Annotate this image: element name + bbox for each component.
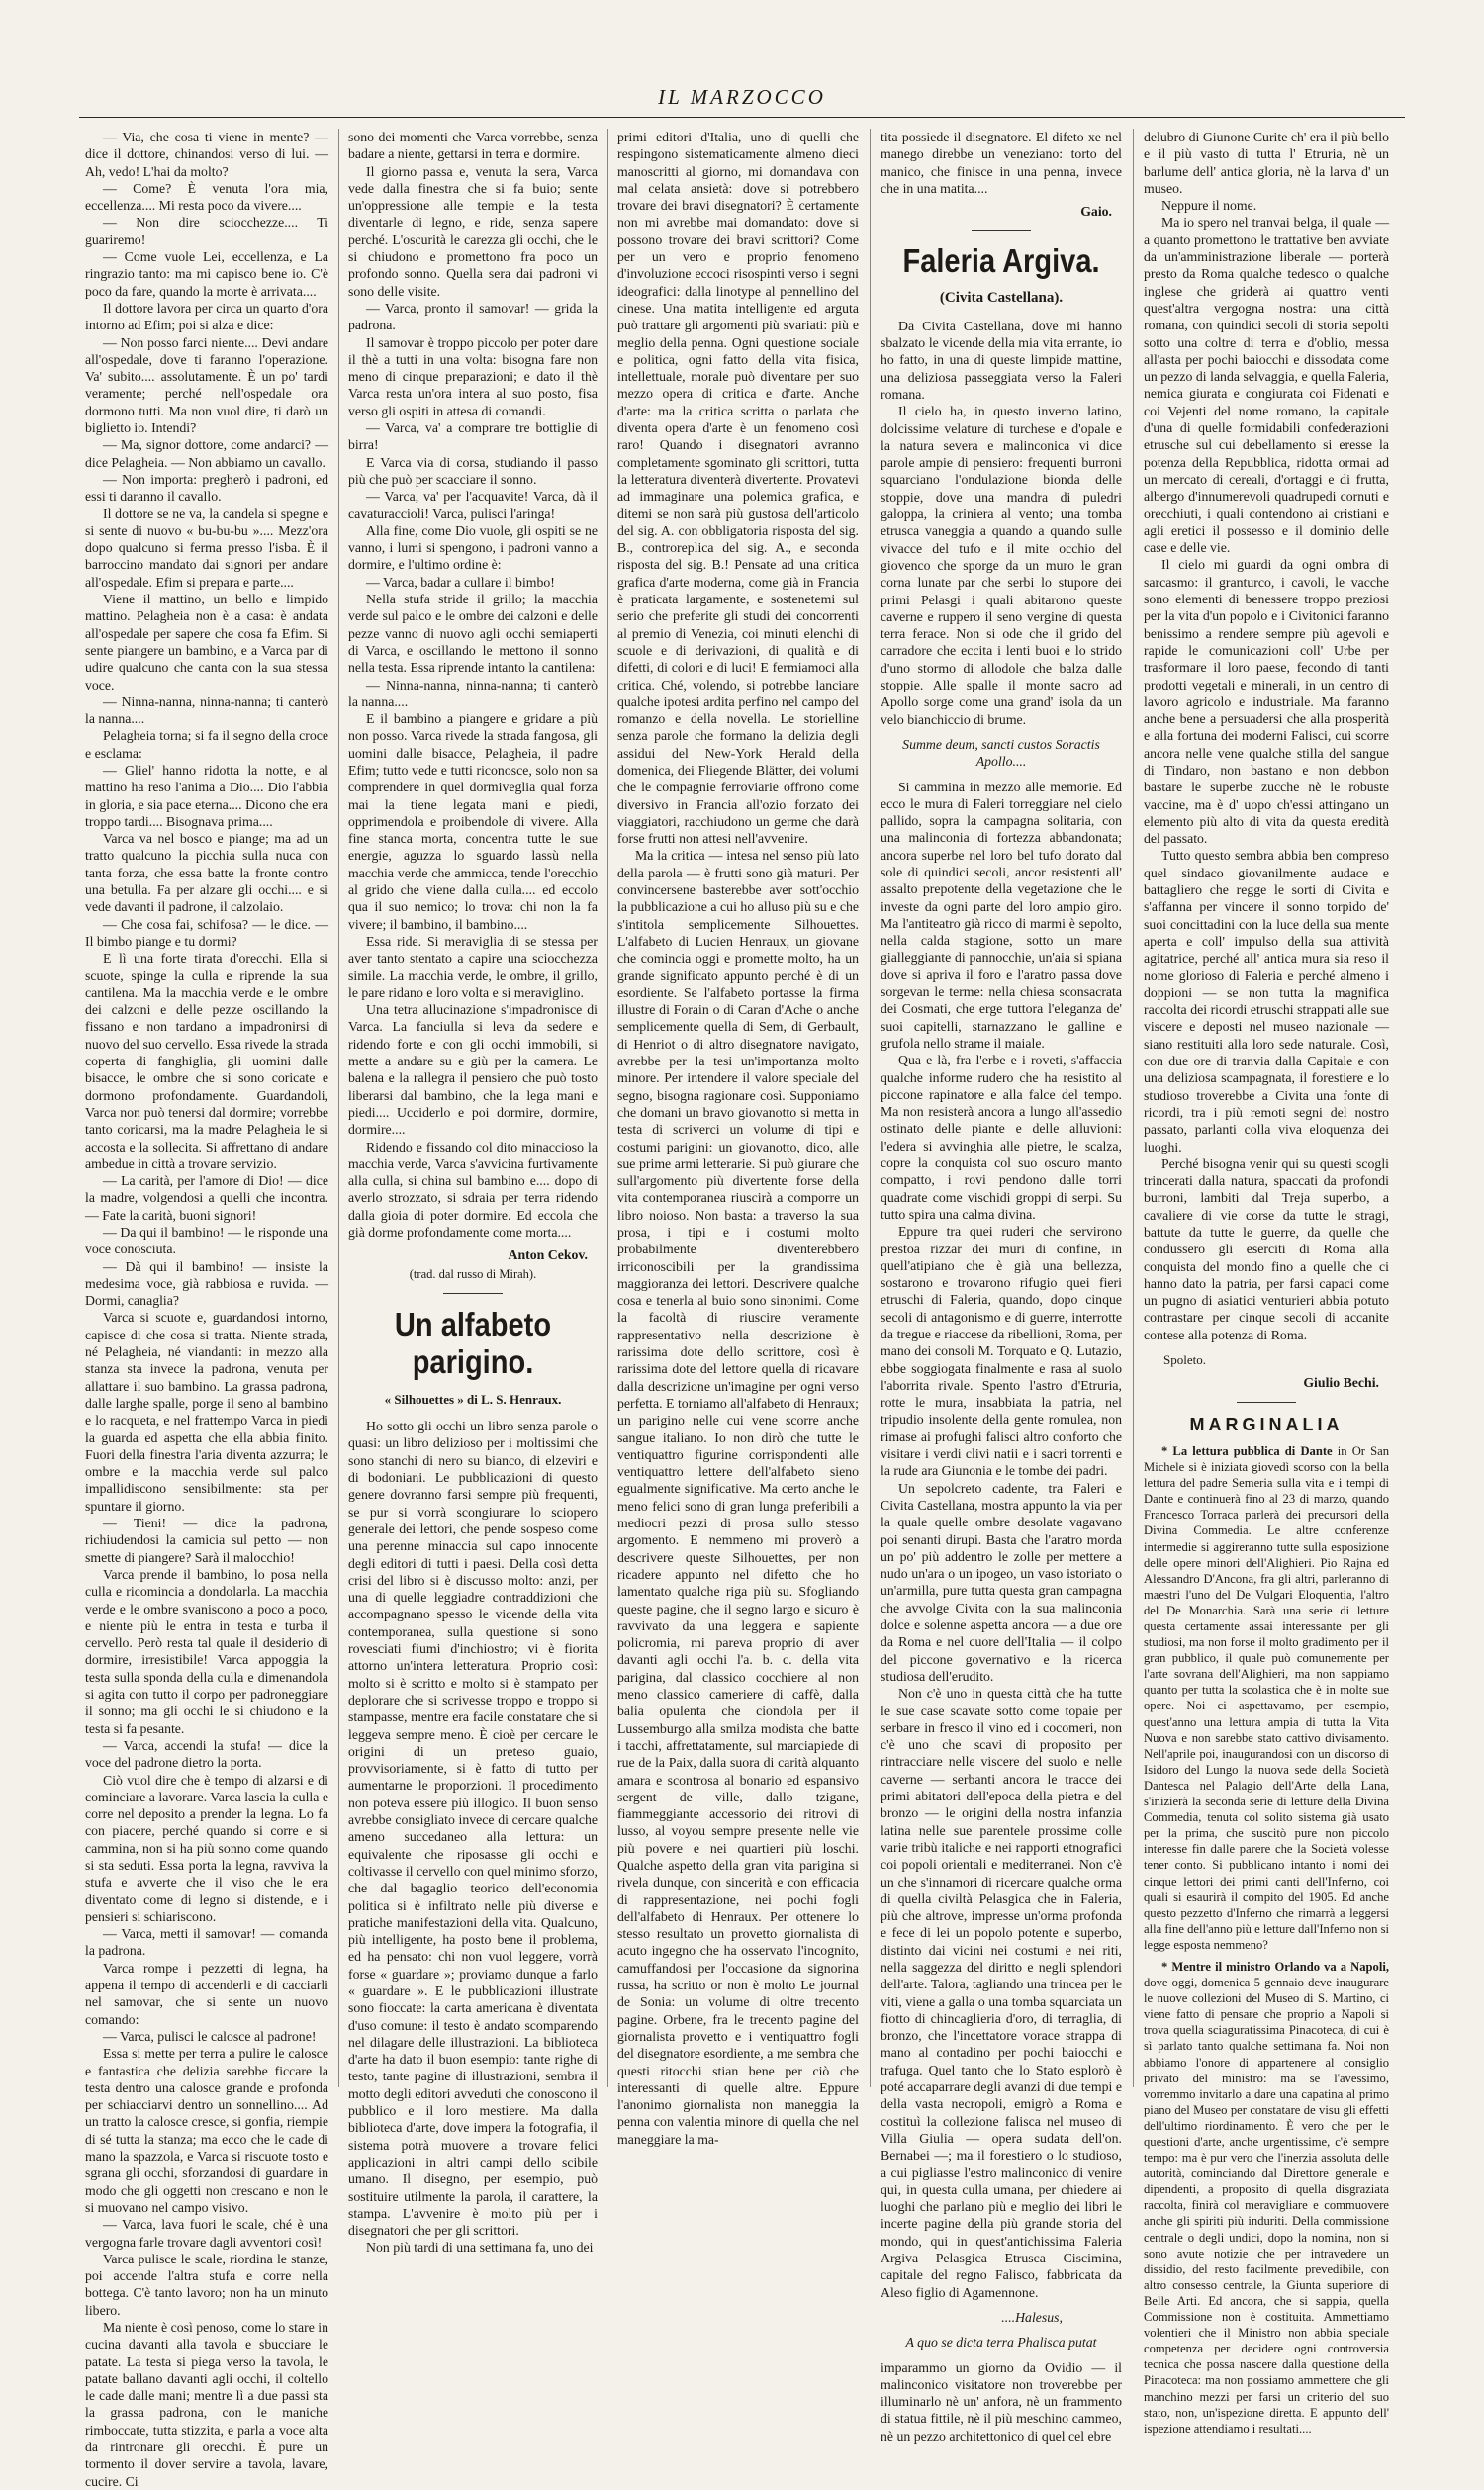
article-body [881, 779, 1122, 2301]
paragraph: E il bambino a piangere e gridare a più non posso. Varca rivede la strada fangosa, gli uomini dalle bisacce, Pelagheia, il padre Efim; tutto vede e tutti riconosce, solo non sa comprendere in quel dormiveglia qual forza mai la tiene legata mani e piedi, opprimendola e proibendole di vivere. Alla fine stanca morta, concentra tutte le sue energie, aguzza lo sguardo lassù nella macchia verde che ammicca, tende l'orecchio al grido che viene dalla culla.... ed eccolo qua il suo nemico; lo trova: chi non la fa vivere; il bambino, il bambino.... [348, 711, 598, 932]
paragraph: Una tetra allucinazione s'impadronisce di Varca. La fanciulla si leva da sedere e ridendo forte e con gli occhi immobili, si mette a andare su e giù per la camera. Le balena e la rallegra il pensiero che può tosto liberarsi dal bambino, che la lega mani e piedi.... Ucciderlo e poi dormire, dormire, dormire.... [348, 1002, 598, 1138]
paragraph: Il cielo ha, in questo inverno latino, dolcissime velature di turchese e d'opale e la natura severa e malinconica vi dice parole ampie di pensiero: frequenti burroni squarciano l'ondulazione bionda delle stoppie, dove una mandra di puledri galoppa, la criniera al vento; una tomba etrusca vaneggia a quando a quando sulle vivacce del tufo e il mite occhio del giovenco che sporge da un muro le gran corna lunate par che serbi lo stupore dei primi Pelasgi i quali abitarono queste caverne e ruppero il seno vergine di questa terra ferace. Non si ode che il grido del carradore che eccita i lenti buoi e lo strido d'uno stormo di allodole che balza dalle stoppie. Alle spalle il monte sacro ad Apollo sorge come una grand' isola da un velo bianchiccio di brume. [881, 404, 1122, 727]
paragraph: — Come vuole Lei, eccellenza, e La ringrazio tanto: ma mi capisco bene io. C'è poco da fare, quando la morte è arrivata.... [85, 249, 328, 299]
story-author: Anton Cekov. [508, 1247, 588, 1263]
paragraph: Ridendo e fissando col dito minaccioso la macchia verde, Varca s'avvicina furtivamente alla culla, si china sul bambino e.... dopo di averlo strozzato, si sdraia per terra ridendo dalla gioia di poter dormire. Ed eccola che già dorme profondamente come morta.... [348, 1139, 598, 1240]
marginalia-text: dove oggi, domenica 5 gennaio deve inaugurare le nuove collezioni del Museo di S. Martino, ci viene fatto di pensare che proprio a Napoli si trova quella sciaguratissima Pinacoteca, di cui è sì parlato tanto qualche settimana fa. Noi non abbiamo l'onore di appartenere al consiglio privato del ministro: ma se l'avessimo, vorremmo invitarlo a dare una capatina al primo piano del Museo per constatare de visu gli effetti dell'ultimo riordinamento. È vero che per le questioni d'arte, anche urgentissime, c'è sempre tempo: ma è pur vero che l'inerzia assoluta delle autorità, cominciando dal Direttore generale e dipendenti, a proposito di quella disgraziata raccolta, finirà col meravigliare e commuovere anche gli spiriti più induriti. Della commissione centrale o degli undici, dopo la nomina, non si sono avute notizie che per intravedere un dissidio, del resto facilmente prevedibile, con altro consesso centrale, la Giunta superiore di Belle Arti. Ed ancora, che si sappia, quella Commissione non è costituita. Ammettiamo volentieri che il Ministro non abbia speciale competenza per decidere ogni controversia tecnica che possa nascere dalla questione della Pinacoteca: ma non possiamo ammettere che gli manchino mezzi per farsi un criterio del suo stato, non, un'ispezione diretta. E appunto dell' ispezione attendiamo i resultati.... [1144, 1976, 1389, 2436]
masthead: IL MARZOCCO [658, 85, 826, 109]
article-body [348, 1418, 598, 2257]
paragraph: — Tieni! — dice la padrona, richiudendosi la camicia sul petto — non smette di piangere? Sarà il malocchio! [85, 1516, 328, 1565]
article-place: Spoleto. [1163, 1352, 1206, 1368]
paragraph: — Varca, badar a cullare il bimbo! [366, 574, 555, 590]
article-title: Un alfabeto parigino. [394, 1305, 552, 1380]
column-divider [338, 129, 339, 2087]
section-title: MARGINALIA [1189, 1414, 1344, 1434]
paragraph: Qua e là, fra l'erbe e i roveti, s'affaccia qualche informe rudero che ha resistito al piccone rapinatore e alla falce del tempo. Ma non resisterà ancora a lungo all'assedio ostinato delle piante e delle alluvioni: l'edera si avvinghia alle pietre, le scalza, copre la conquista col suo oscuro manto compatto, i rovi pendono dalle torri quadrate come vischidi groppi di serpi. Su tutto spira una calma divina. [881, 1053, 1122, 1222]
paragraph: Ho sotto gli occhi un libro senza parole o quasi: un libro delizioso per i moltissimi che sono stanchi di nero su bianco, di elzeviri e di bodoniani. Le pubblicazioni di questo genere dovranno farsi sempre più frequenti, se pur si vorrà scongiurare lo sciopero generale dei lettori, che pende sospeso come una perenne minaccia sul capo innocente degli editori di tutti i paesi. Della così detta crisi del libro si è discusso molto: anzi, per una di quelle leggiadre contraddizioni che accompagnano spesso le vicende della vita contemporanea, sulla questione si sono rovesciati fiumi d'inchiostro; vi è fiorita attorno un'intera letteratura. Proprio così: molto si è scritto e molto si è stampato per deplorare che si scrivesse troppo e troppo si stampasse, mentre era facile constatare che si leggeva sempre meno. È cioè per cercare le origini di un preteso guaio, provvisoriamente, si è fatto di tutto per aumentarne le proporzioni. Il procedimento non poteva essere più illogico. Il buon senso avrebbe consigliato invece di cercare qualche ameno succedaneo alla lettura: un equivalente che riposasse gli occhi e coltivasse il cervello con quel minimo sforzo, che dal bagaglio teorico dell'economia politica si è infiltrato nelle più diverse e pratiche manifestazioni della vita. Qualcuno, più intelligente, ha posto bene il problema, ed ha pensato: chi non vuol leggere, vorrà forse « guardare »; proviamo dunque a farlo « guardare ». E le pubblicazioni illustrate sono fioccate: la carta americana è diventata d'uso comune: il testo è andato scomparendo nel dilagare delle illustrazioni. La biblioteca d'arte ha dato il buon esempio: tante righe di testo, tante pagine di illustrazioni, sembra il motto degli editori avveduti che conoscono il pubblico e il loro mestiere. Ma dalla biblioteca d'arte, dove impera la fotografia, il sistema potrà muovere a trovare felici applicazioni in altri campi dello scibile umano. Il disegno, per esempio, può sostituire utilmente la parola, il carattere, la stampa. L'avvenire è molto più per i disegnatori che per gli scrittori. [348, 1419, 598, 2239]
paragraph: — Non dire sciocchezze.... Ti guariremo! [85, 215, 328, 247]
paragraph: — Varca, pulisci le calosce al padrone! [103, 2028, 317, 2044]
paragraph: E lì una forte tirata d'orecchi. Ella si scuote, spinge la culla e riprende la sua cantilena. Ma la macchia verde e le ombre dei calzoni e delle pezze oscillando la fissano e non tardano a impadronirsi di nuovo del suo cervello. Essa rivede la strada coperta di fanghiglia, gli uomini dalle bisacce, le ombre che si sono coricate e dormono profondamente. Guardandoli, Varca non può tenersi dal dormire; vorrebbe tanto coricarsi, ma la madre Pelagheia le si accosta e la sollecita. Si affrettano di andare ambedue in città a trovare servizio. [85, 951, 328, 1171]
paragraph: Il giorno passa e, venuta la sera, Varca vede dalla finestra che si fa buio; sente un'oppressione alle tempie e la testa diventarle di legno, e ride, senza sapere perché. L'oscurità le carezza gli occhi, che le si chiudono e promettono fra poco un profondo sonno. Quella sera dai padroni vi sono delle visite. [348, 163, 598, 299]
paragraph: Non c'è uno in questa città che ha tutte le sue case scavate sotto come topaie per serbare in fresco il vino ed i cocomeri, non c'è uno che scavi di proposito per rintracciare nelle viscere del suolo e nelle caverne — serbanti ancora le tracce dei primi abitatori dell'epoca della pietra e del bronzo — le origini della nostra infanzia latina nelle sue parentele prossime colle varie tribù italiche e nei rapporti etnografici coi popoli orientali e mediterranei. Non c'è un che s'innamori di ricercare qualche orma di quella civiltà Pelasgica che in Faleria, più che altrove, impresse un'orma profonda e fece di lei un popolo potente e superbo, distinto dai vicini nei costumi e nei riti, nella saggezza del diritto e negli splendori dell'arte. Talora, tagliando una trincea per le viti, viene a galla o una tomba squarciata un fiotto di chincaglieria d'oro, di terraglia, di bronzo, che l'incettatore vorace strappa di mano al contadino per pochi baiocchi e trafuga. Quel tanto che lo Stato esplorò è poté accaparrare degli avanzi di due tempi e della vasta necropoli, emigrò a Roma e costituì la collezione falisca nel museo di Villa Giulia — opera sudata dell'on. Bernabei —; ma il forestiero o lo studioso, a cui pigliasse l'estro malinconico di venire qui, in questa culla umana, per chiedere ai luoghi che parlano più e meglio dei libri le incerte pagine della più grande storia del mondo, qui in quest'antichissima Faleria Argiva Pelasgica Etrusca Ciscimina, capitale del regno Falisco, fabbricata da Aleso figlio di Agamennone. [881, 1686, 1122, 2300]
paragraph: — Varca, va' per l'acquavite! Varca, dà il cavaturaccioli! Varca, pulisci l'aringa! [348, 489, 598, 521]
paragraph: Ma la critica — intesa nel senso più lato della parola — è frutti sono già maturi. Per convincersene basterebbe aver sott'occhio la pubblicazione a cui ho alluso più su e che s'intitola semplicemente Silhouettes. L'alfabeto di Lucien Henraux, un giovane che comincia oggi e promette molto, ha un grande significato appunto perché è di un esordiente. Se l'alfabeto portasse la firma illustre di Forain o di Caran d'Ache o anche semplicemente quella di Sem, di Gerbault, di Henriot o di altro disegnatore navigato, avrebbe per la tesi un'importanza molto minore. Per intendere il valore speciale del segno, bisogna ragionare così. Supponiamo che domani un bravo giovanotto si metta in testa di scriverci un volume di tipi e costumi parigini: un giovanotto, dico, alle sue prime armi letterarie. Si può giurare che sull'argomento più divertente forse della vita contemporanea riuscirà a comporre un libro noioso. Non basta: a traverso la sua prosa, i tipi e i costumi molto probabilmente diventerebbero irriconoscibili per la grandissima maggioranza dei lettori. Descrivere qualche cosa e tenerla al buio sono sinonimi. Come la facoltà di riuscire veramente rappresentativo nella descrizione è rarissima dote dello scrittore, così è rarissima dote del lettore quella di ricavare dalla descrizione un'imagine per ogni verso perfetta. E torniamo all'alfabeto di Henraux; un pariginо nelle cui vene scorre anche sangue italiano. Io non dirò che tutte le ventiquattro figurine corrispondenti alle ventiquattro lettere dell'alfabeto sieno egualmente significative. Ma certo anche le meno felici sono di gran lunga preferibili a mediocri pezzi di prosa sullo stesso argomento. E nemmeno mi proverò a descrivere queste Silhouettes, per non ricadere appunto nel difetto che ho lamentato qualche riga più su. Sfogliando queste pagine, che il segno largo e sicuro è ravvivato da una leggera e sapiente policromia, mi pareva proprio di aver davanti agli occhi l'a. b. c. della vita parigina, dal classico cocchiere al non meno classico cameriere di caffè, dalla balia opulenta che ciondola per il Lussemburgo alla smilza modista che batte i tacchi, affrettatamente, sul marciapiede di rue de la Paix, dalla suora di carità alquanto amara e scontrosa al bonario ed espansivo sergent de ville, dallo tzigane, fiammeggiante accessorio dei ritrovi di lusso, al voyou sempre presente nelle vie più povere e nei quartieri più loschi. Qualche aspetto della gran vita parigina si rivela dunque, con sincerità e con efficacia di rappresentazione, nei pochi fogli dell'alfabeto di Henraux. Per ottenere lo stesso resultato un provetto giornalista di acuto ingegno che ha osservato l'incognito, camuffandosi per l'occasione da signorina russa, ha scritto or non è molto Le journal de Sonia: un volume di oltre trecento pagine. Orbene, fra le trecento pagine del giornalista provetto e i ventiquattro fogli del disegnatore esordiente, a me sembra che questi ritocchi stian bene per ciò che interessanti di quelle altre. Eppure l'anonimo giornalista non maneggia la penna con valentia minore di quella che nel maneggiare la ma- [617, 848, 859, 2147]
marginalia-item [1144, 1443, 1389, 1953]
paragraph: Un sepolcreto cadente, tra Faleri e Civita Castellana, mostra appunto la via per la quale quelle ombre desolate vagavano poi senanti dirupi. Basta che l'aratro morda un po' più addentro le zolle per mettere a nudo un'ara o un ipogeo, un vaso istoriato o un'armilla, pure tutta questa gran campagna che avvolge Civita con la sua malinconia dolce e solenne aspetta ancora — a due ore da Roma e nel cuore dell'Italia — il colpo del piccone governativo e la ricerca studiosa dell'erudito. [881, 1480, 1122, 1684]
paragraph: imparammo un giorno da Ovidio — il malinconico visitatore non troverebbe per illuminarlo nè un' anfora, nè un frammento di statua fittile, nè il più meschino cammeo, nè un pezzo architettonico di quel cel ebre [881, 2359, 1122, 2444]
paragraph: Il cielo mi guardi da ogni ombra di sarcasmo: il granturco, i cavoli, le vacche sono elementi di benessere troppo preziosi per la vita d'un popolo e i Civitonici faranno benissimo a rendere sempre più agevoli e rapide le comunicazioni coll' Urbe per trasformare il loro paese, fecondo di tanti prodotti vegetali e minerali, in un centro di lavoro agricolo e industriale. Ma faranno anche bene a persuadersi che alla prosperità e alla fortuna dei moderni Falisci, cui scorre ancora nelle vene qualche stilla del sangue di Tindaro, non bastano e non debbon bastare le superbe zucche nè le robuste vaccine, ma è d' uopo ch'essi attingano un elemento più alto di vita da questa eredità del passato. [1144, 557, 1389, 847]
paragraph: Non più tardi di una settimana fa, uno dei [366, 2240, 594, 2256]
paragraph: — Varca, metti il samovar! — comanda la padrona. [85, 1926, 328, 1959]
article-signature: Giulio Bechi. [1303, 1375, 1379, 1391]
column-5 [1144, 129, 1390, 2436]
divider [443, 1293, 503, 1294]
divider [972, 230, 1031, 231]
paragraph: Il samovar è troppo piccolo per poter dare il thè a tutti in una volta: bisogna fare non meno di cinque preparazioni; e dato il thè Varca resta un'ora intera al suo posto, fisa verso gli ospiti in attesa di comandi. [348, 334, 598, 418]
paragraph: — Come? È venuta l'ora mia, eccellenza.... Mi resta poco da vivere.... [85, 180, 328, 214]
verse-line: ....Halesus, [1001, 2309, 1063, 2325]
paragraph: Varca va nel bosco e piange; ma ad un tratto qualcuno la picchia sulla nuca con tanta forza, che essa batte la fronte contro una betulla. Fa per alzare gli occhi.... e si vede davanti il padrone, il calzolaio. [85, 831, 328, 915]
marginalia-lead: * Mentre il ministro Orlando va a Napoli, [1161, 1959, 1389, 1974]
paragraph: — Varca, pronto il samovar! — grida la padrona. [348, 300, 598, 333]
column-3 [617, 129, 859, 2147]
paragraph: Neppure il nome. [1161, 198, 1257, 214]
article-title: Faleria Argiva. [902, 242, 1100, 280]
marginalia-text: in Or San Michele si è iniziata giovedì scorso con la bella lettura del padre Semeria sulla vita e i tempi di Dante e continuerà fino al 23 di marzo, quando Francesco Torraca parlerà dei precursori della Divina Commedia. Le altre conferenze intermedie si aggireranno tutte sulla esposizione delle opere minori dell'Alighieri. Pio Rajna ed Alessandro D'Ancona, fra gli altri, parleranno di maestri l'uno del De Vulgari Eloquentia, l'altro del De Monarchia. Sarà una serie di letture questa certamente assai interessante per gli studiosi, ma non forse il molto gradimento per il gran pubblico, il quale può comunemente per l'arte sovrana dell'Alighieri, ma non sappiamo quanto per tutta la scolastica che è in molte sue opere. Noi ci aspettavamo, per esempio, quest'anno una lettura ampia di tutta la Vita Nuova e non sarebbe stato cattivo divisamento. Nell'aprile poi, inaugurandosi con un discorso di Isidoro del Lungo la nuova sede della Società Dantesca nel Palagio dell'Arte della Lana, s'inizierà la seconda serie di letture della Divina Commedia, tenuta col solito sistema già usato per la prima, che suscitò pure non piccolo interesse fin dalle parere che la Società volesse tener conto. Si pubblicano intanto i nomi dei cinque lettori dei primi canti dell'Inferno, coi quali si esaurirà il compito del 1905. Ed anche questo pezzetto d'Inferno che rimarrà a leggersi alla fine dell'anno più e letture dall'Inferno non si legge esposta nemmeno? [1144, 1443, 1390, 1952]
latin-quote: Summe deum, sancti custos Soractis Apollo.... [902, 736, 1100, 770]
paragraph: Varca si scuote e, guardandosi intorno, capisce di che cosa si tratta. Niente strada, né Pelagheia, né viandanti: in mezzo alla stanza sta invece la padrona, venuta per allattare il suo bambino. La grassa padrona, dalle larghe spalle, porge il seno al bambino e lo racqueta, e nel frattempo Varca in piedi la guarda ed aspetta che ella abbia finito. Fuori della finestra l'aria diventa azzurra; le ombre e la macchia verde sul palco impallidiscono sensibilmente: sta per spuntare il giorno. [85, 1310, 328, 1514]
paragraph: — Via, che cosa ti viene in mente? — dice il dottore, chinandosi verso di lui. — Ah, vedo! L'hai da molto? [85, 130, 328, 179]
paragraph: Eppure tra quei ruderi che servirono prestoa rizzar dei muri di confine, in quell'atipiano che è già una bellezza, sostarono e trovarono rifugio quei fieri etruschi di Faleria, quando, dopo cinque secoli di antagonismo e di guerre, interrotte da tregue e riaccese da ribellioni, Roma, per mano dei consoli M. Torquato e Q. Lutazio, ebbe soggiogata finalmente e rasa al suolo l'aborrita rivale. Spento l'astro d'Etruria, rotte le mura, insabbiata la patria, nel tripudio insolente della gente romulea, non rimase ai profughi falisci altro conforto che visitare i verdi clivi natii e i sacri torrenti e la rude ara Giunonia e le tombe dei padri. [881, 1224, 1122, 1479]
paragraph: — Che cosa fai, schifosa? — le dice. — Il bimbo piange e tu dormi? [85, 916, 328, 949]
article-body [1144, 129, 1389, 1343]
paragraph: Il dottore lavora per circa un quarto d'ora intorno ad Efim; poi si alza e dice: [85, 300, 328, 333]
paragraph: — Dà qui il bambino! — insiste la medesima voce, già rabbiosa e ruvida. — Dormi, canaglia? [85, 1258, 328, 1309]
paragraph: Varca prende il bambino, lo posa nella culla e ricomincia a dondolarla. La macchia verde e le ombre svaniscono a poco a poco, e niente più le entra in testa e turba il cervello. Però resta tal quale il desiderio di dormire, irresistibile! Varca appoggia la testa sulla sponda della culla e dimenandola si agita con tutto il corpo per padroneggiare il sonno; ma gli occhi le si chiudono e la testa si fa pesante. [85, 1566, 328, 1736]
story-translator: (trad. dal russo di Mirah). [409, 1266, 537, 1281]
paragraph: — La carità, per l'amore di Dio! — dice la madre, volgendosi a quelli che incontra. — Fate la carità, buoni signori! [85, 1173, 328, 1223]
marginalia-item [1144, 1959, 1389, 2437]
column-2 [348, 129, 598, 2256]
masthead-rule [79, 117, 1405, 118]
article-body [881, 2359, 1122, 2444]
paragraph: — Varca, va' a comprare tre bottiglie di birra! [348, 420, 598, 453]
paragraph: — Ninna-nanna, ninna-nanna; ti canterò la nanna.... [348, 677, 598, 709]
paragraph: Essa si mette per terra a pulire le calosce e fantastica che delizia sarebbe ficcare la testa dentro una calosce grande e profonda per schiacciarvi dentro un sonnellino.... Ad un tratto la calosce cresce, si gonfia, riempie di sé tutta la stanza; ma ecco che le cade di mano la spazzola, e Varca si riscuote tosto e sgrana gli occhi, sforzandosi di guardare in modo che gli oggetti non crescano e non le si muovano nel campo visivo. [85, 2046, 328, 2215]
story-ending [348, 129, 598, 1241]
paragraph: Da Civita Castellana, dove mi hanno sbalzato le vicende della mia vita errante, io ho fatto, in una di queste limpide mattine, una deliziosa passeggiata verso la Faleri romana. [881, 318, 1122, 402]
paragraph: Varca rompe i pezzetti di legna, ha appena il tempo di accenderli e di cacciarli nel samovar, che si sente un nuovo comando: [85, 1960, 328, 2027]
paragraph: — Gliel' hanno ridotta la notte, e al mattino ha reso l'anima a Dio.... Dio l'abbia in gloria, e sia pace eterna.... Dicono che era troppo tardi.... Bisognava prima.... [85, 762, 328, 829]
paragraph: Essa ride. Si meraviglia di se stessa per aver tanto stentato a capire una sciocchezza simile. La macchia verde, le ombre, il grillo, le pare ridano e loro volta e si meraviglino. [348, 933, 598, 1000]
paragraph: Alla fine, come Dio vuole, gli ospiti se ne vanno, i lumi si spengono, i padroni vanno a dormire, e l'ultimo ordine è: [348, 522, 598, 573]
article-closing: tita possiede il disegnatore. El difeto xe nel manego direbbe un veneziano: torto del manico, che finisce in una penna, invece che in una matita.... [881, 130, 1122, 196]
paragraph: Viene il mattino, un bello e limpido mattino. Pelagheia non è a casa: è andata all'ospedale per sapere che cosa fa Efim. Si sente piangere un bambino, e a Varca par di udire qualcuno che canta con la sua stessa voce. [85, 592, 328, 692]
column-divider [1133, 129, 1134, 2087]
marginalia-list [1144, 1443, 1389, 2437]
paragraph: — Varca, accendi la stufa! — dice la voce del padrone dietro la porta. [85, 1737, 328, 1771]
verse-line: A quo se dicta terra Phalisca putat [905, 2335, 1097, 2351]
paragraph: Nella stufa stride il grillo; la macchia verde sul palco e le ombre dei calzoni e delle pezze vanno di nuovo agli occhi semiaperti di Varca, e oscillando le mettono il sonno nella testa. Essa riprende intanto la cantilena: [348, 592, 598, 676]
paragraph: Pelagheia torna; si fa il segno della croce e esclama: [85, 728, 328, 761]
column-divider [870, 129, 871, 2087]
paragraph: delubro di Giunone Curite ch' era il più bello e il più vasto di tutta l' Etruria, nè un barlume dell' antica gloria, nè la larva d' un museo. [1144, 130, 1389, 196]
column-divider [607, 129, 608, 2087]
paragraph: Varca pulisce le scale, riordina le stanze, poi accende l'altra stufa e corre nella bottega. C'è tanto lavoro; non ha un minuto libero. [85, 2251, 328, 2318]
paragraph: Ciò vuol dire che è tempo di alzarsi e di cominciare a lavorare. Varca lascia la culla e corre nel deposito a prender la legna. Lo fa con piacere, perché quando si corre e si cammina, non si ha più sonno come quando si sta seduti. Essa porta la legna, ravviva la stufa e avverte che il viso che le era diventato come di legno si distende, e i pensieri si schiariscono. [85, 1772, 328, 1924]
article-subtitle: « Silhouettes » di L. S. Henraux. [384, 1391, 562, 1407]
column-4 [881, 129, 1122, 2444]
article-body [881, 318, 1122, 728]
paragraph: Tutto questo sembra abbia ben compreso quel sindaco giovanilmente audace e battagliero che regge le sorti di Civita e s'affanna per vincere il sonno torpido de' suoi concittadini con la luce della sua mente aperta e coll' impulso della sua attività agitatrice, perché all' antica mura sia reso il nome glorioso di Faleria e perché almeno i doppioni — se non tutta la magnifica raccolta dei ricordi etruschi strappati alle sue viscere e deposti nel museo nazionale — siano restituiti alla loro sede naturale. Così, con due ore di tranvia dalla Capitale e con una deliziosa scampagnata, il forestiere e lo studioso troverebbe a Civita una fonte di ricordi, tra i più remoti segni del nostro passato, parlanti colla viva eloquenza dei luoghi. [1144, 848, 1389, 1154]
paragraph: Perché bisogna venir qui su questi scogli trincerati dalla natura, spaccati da profondi burroni, lambiti dal Treja superbo, a cavaliere di vie corse da tutte le stragi, battute da tutte le guerre, da quelle che condussero gli eserciti di Roma alla conquista del mondo fino a quelle che ci hanno dato la patria, per farsi capaci come un pugno di asiatici venturieri abbia potuto contrastare per cinque secoli di accanite contese alla potenza di Roma. [1144, 1155, 1389, 1342]
paragraph: E Varca via di corsa, studiando il passo più che può per scacciare il sonno. [348, 454, 598, 487]
article-signature: Gaio. [1080, 204, 1112, 220]
paragraph: — Varca, lava fuori le scale, ché è una vergogna farle trovare dagli avventori così! [85, 2217, 328, 2250]
paragraph: primi editori d'Italia, uno di quelli che respingono sistematicamente almeno dieci manoscritti al giorno, mi domandava con mal celata ansietà: dove si potrebbero trovare dei bravi disegnatori? È certamente non mi avrebbe mai domandato: dove si possono trovare dei bravi scrittori? Come per un vero e proprio fenomeno d'involuzione eccoci risospinti verso i segni ideografici: dalla linotype al pennellino del cinese. Una matita intelligente ed arguta può trattare gli argomenti più svariati: più e meglio della penna. Ogni questione sociale e politica, ogni fatto della vita fisica, intellettuale, morale può diventare per suo mezzo opera di critica e d'arte. Anche d'arte: ma la critica scritta o parlata che diventa opera d'arte è un fenomeno così raro! Quando i disegnatori avranno completamente sgominato gli scrittori, tutta la letteratura diventerà divertente. Provatevi ad immaginare una polemica grafica, e ditemi se non sarà più gustosa dell'articolo del sig. A. con obbligatoria risposta del sig. B., controreplica del sig. A., e seconda risposta del sig. B.! Pensate ad una critica grafica d'arte moderna, come già in Francia è praticata largamente, e sostenetemi sul serio che preferite gli studi dei concorrenti al premio di Venezia, coi minuti elenchi di scuole e di derivazioni, di qualità e di difetti, di colori e di luci! E fermiamoci alla critica. Ché, volendo, si potrebbe lanciare qualche ipotesi ardita perfino nel campo del romanzo e della novella. Le storielline senza parole che formano la delizia degli assidui del New-York Herald della domenica, dei Fliegende Blätter, dei volumi che le compagnie ferroviarie offrono come diversivo in Francia all'ozio forzato dei viaggiatori, racchiudono un germe che darà forse frutti non attesi nell'avvenire. [617, 130, 859, 847]
paragraph: Ma io spero nel tranvai belga, il quale — a quanto promettono le trattative ben avviate da un'amministrazione liberale — porterà presto da Roma qualche tedesco o qualche inglese che griderà ai quattro venti quest'altra vergogna nostra: una città romana, con quindici secoli di storia sepolti sotto una coltre di terra e d'oblio, messa all'asta per pochi baiocchi e dissodata come un pezzo di landa selvaggia, e quella Faleria, nemica giurata e congiurata coi Fidenati e coi Vejenti del nome romano, la capitale d'una di quelle formidabili confederazioni etrusche sul cui debellamento si eresse la potenza della Repubblica, ridotta ormai ad un mercato di cereali, d'ortaggi e di frutta, albergo d'innumerevoli quadrupedi cornuti e orecchiuti, i quali contendono ai cristiani e agli eretici il possesso e il dominio delle case e delle vie. [1144, 215, 1389, 556]
paragraph: — Da qui il bambino! — le risponde una voce conosciuta. [85, 1225, 328, 1257]
paragraph: — Non posso farci niente.... Devi andare all'ospedale, dove ti faranno l'operazione. Va' subito.... assolutamente. È un po' tardi veramente; perché nell'ospedale ora dormono tutti. Ma non vuol dire, ti darò un biglietto io. Intendi? [85, 334, 328, 436]
article-subtitle: (Civita Castellana). [939, 290, 1064, 307]
paragraph: Il dottore se ne va, la candela si spegne e si sente di nuovo « bu-bu-bu ».... Mezz'ora dopo qualcuno si ferma presso l'isba. È il barroccino mandato dai signori per andare all'ospedale. Efim si prepara e parte.... [85, 506, 328, 590]
paragraph: Ma niente è così penoso, come lo stare in cucina davanti alla tavola e sbucciare le patate. La testa si piega verso la tavola, le patate ballano davanti agli occhi, il coltello le cade dalle mani; mentre lì a due passi sta la grassa padrona, con le maniche rimboccate, tutta stizzita, e parla a voce alta da rintronare gli orecchi. È pure un tormento il dover servire a tavola, lavare, cucire. Ci [85, 2320, 328, 2489]
paragraph: — Non importa: pregherò i padroni, ed essi ti daranno il cavallo. [85, 471, 328, 505]
paragraph: Si cammina in mezzo alle memorie. Ed ecco le mura di Faleri torreggiare nel cielo pallido, sopra la campagna solitaria, con una malinconia di fortezza abbandonata; ancora superbe nel loro bel tufo dorato dal sole di quindici secoli, ancor resistenti all' assalto prepotente della vegetazione che le investe da ogni parte del loro ampio giro. Ma l'antiteatro già ricco di marmi è sepolto, nella calda stagione, sotto un mare gialleggiante di pannocchie, un'aia si spiana dove si apriva il foro e l'aratro passa dove sorgevan le terme: nella chiesa sconsacrata dei Cosmati, che erge tuttora l'eleganza de' suoi capitelli, starnazzano le galline e grufola nello strame il maiale. [881, 779, 1122, 1051]
paragraph: — Ma, signor dottore, come andarci? — dice Pelagheia. — Non abbiamo un cavallo. [85, 437, 328, 470]
divider [1237, 1402, 1296, 1403]
column-1 [85, 129, 328, 2489]
paragraph: sono dei momenti che Varca vorrebbe, senza badare a niente, gettarsi in terra e dormire. [348, 130, 598, 162]
paragraph: — Ninna-nanna, ninna-nanna; ti canterò la nanna.... [85, 693, 328, 727]
marginalia-lead: * La lettura pubblica di Dante [1161, 1443, 1333, 1458]
